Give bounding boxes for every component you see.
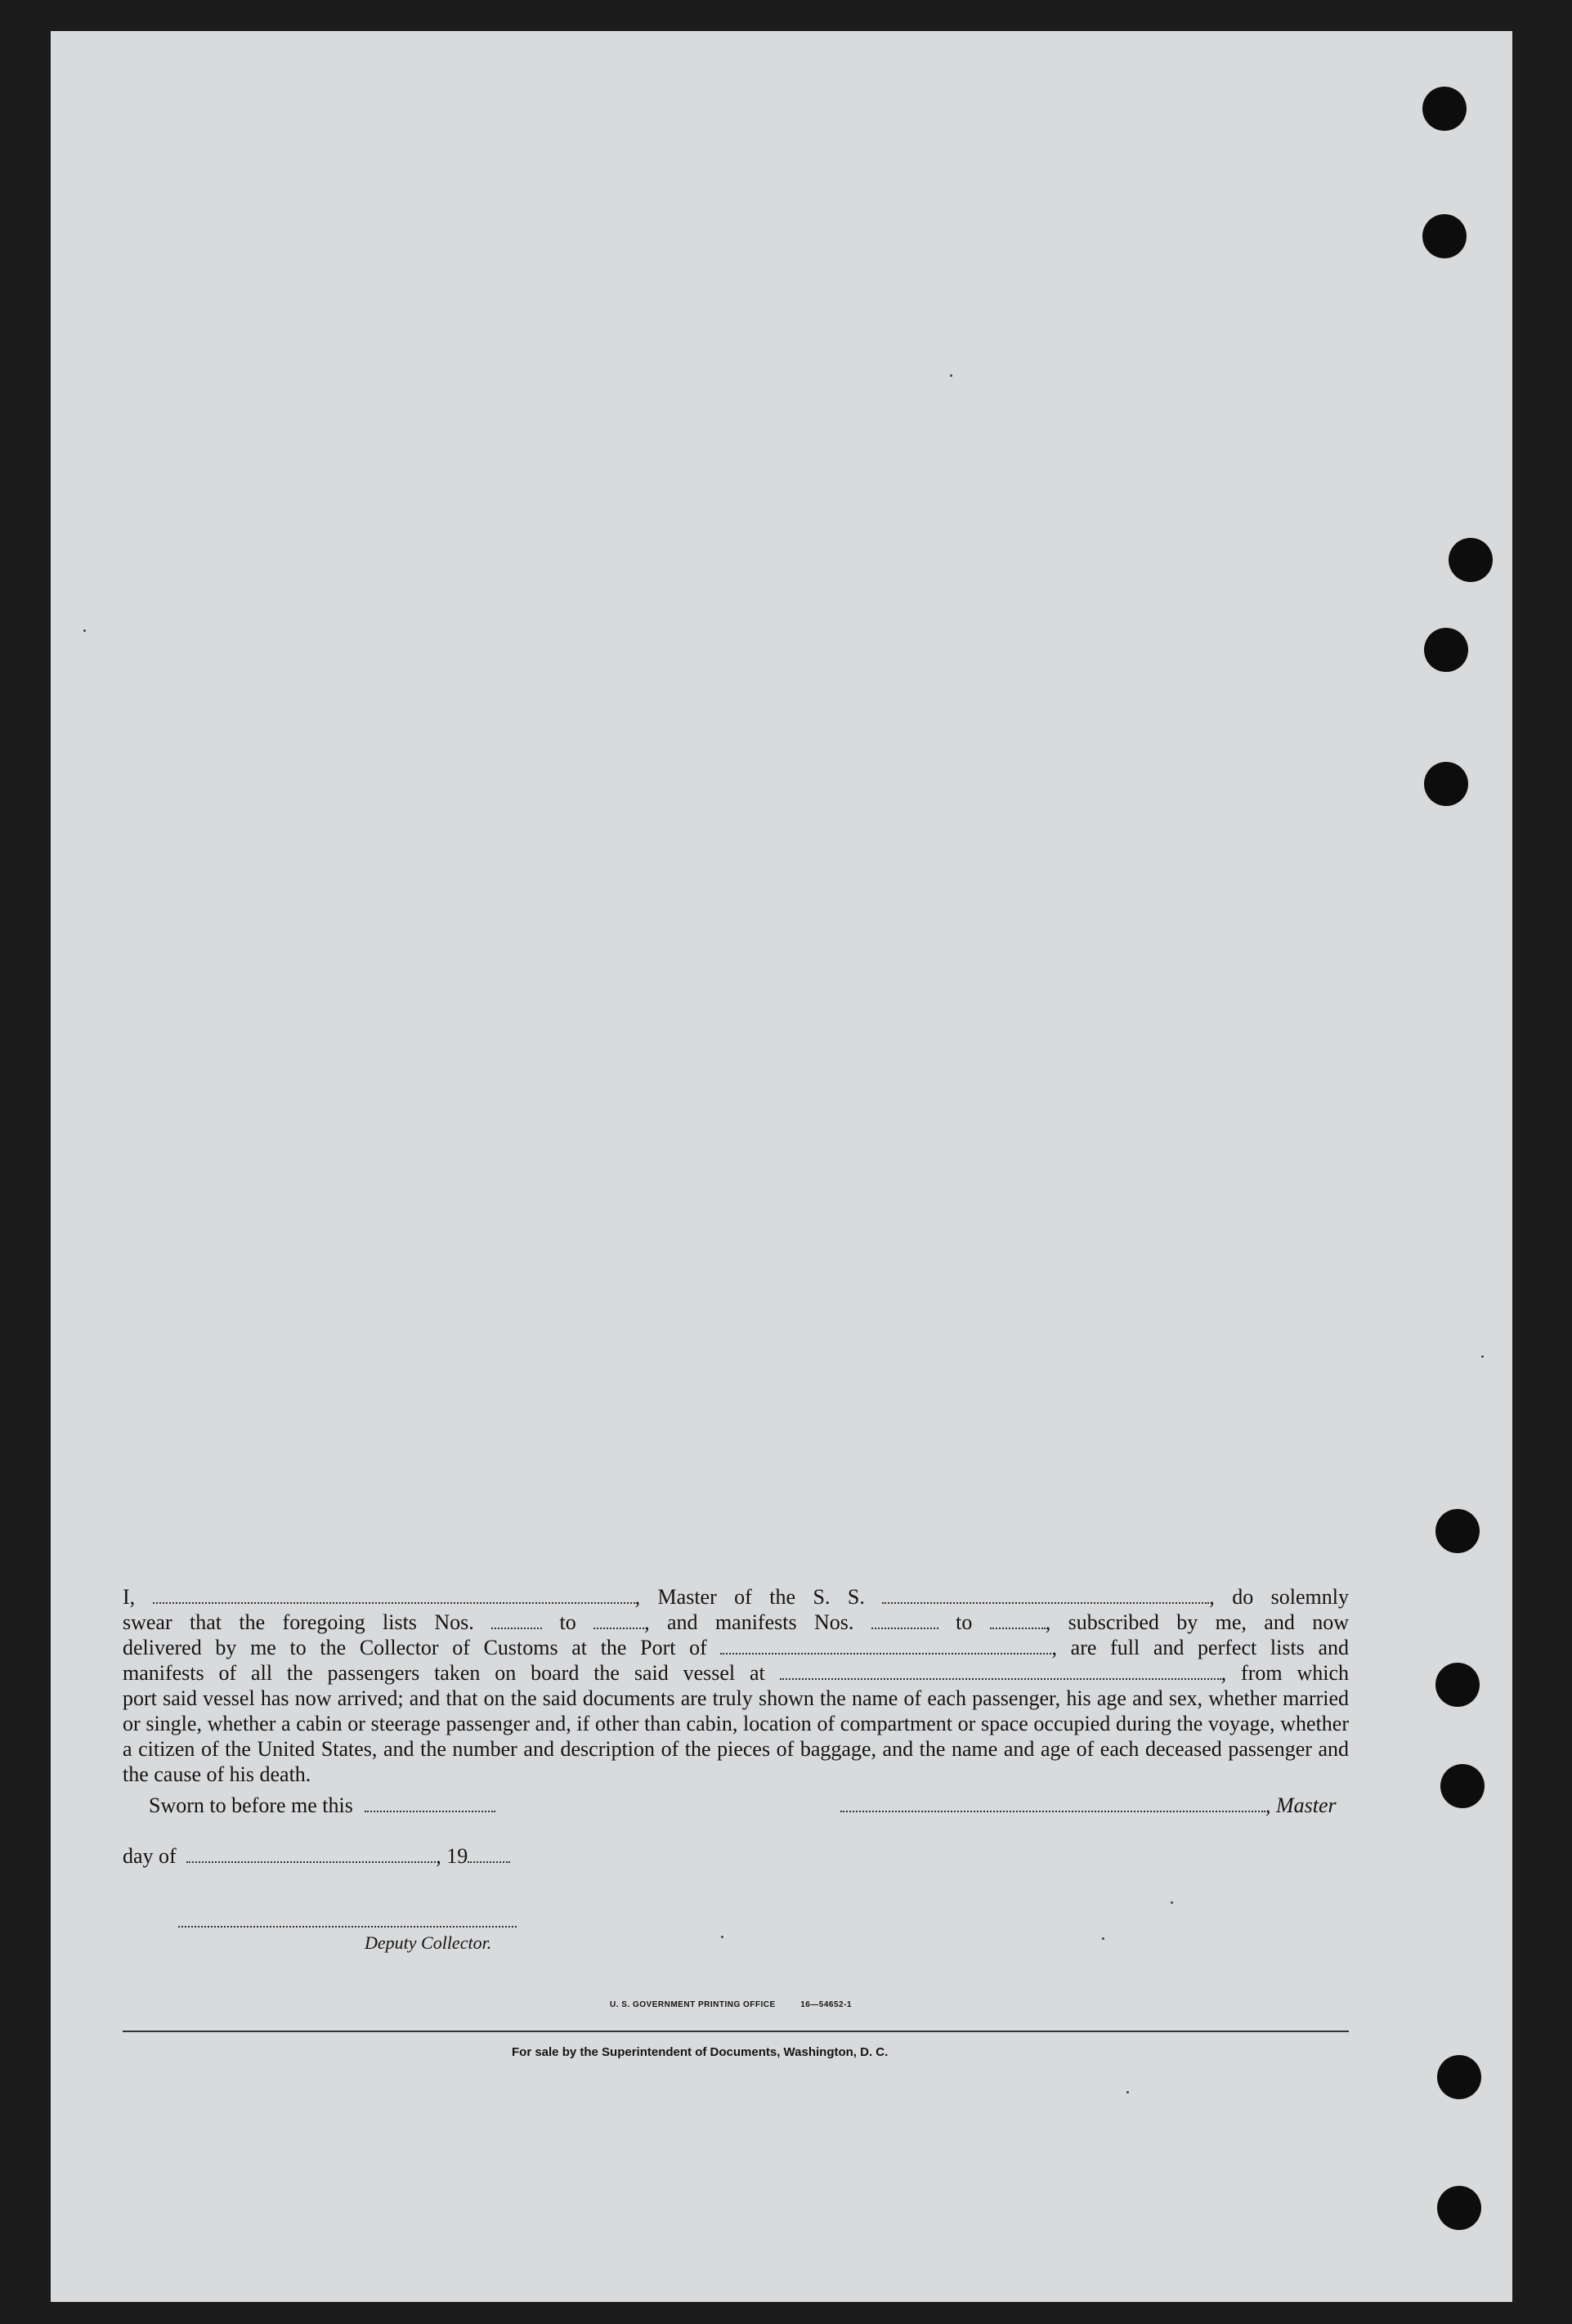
punch-hole — [1437, 2055, 1481, 2099]
speck — [1126, 2091, 1129, 2093]
master-label: , Master — [1265, 1793, 1337, 1817]
year-prefix: , 19 — [436, 1844, 468, 1868]
oath-line-3: delivered by me to the Collector of Customs at the Port of , are full and perfect lists and — [123, 1636, 1349, 1659]
master-name-blank[interactable] — [153, 1601, 635, 1604]
deputy-signature-line — [178, 1924, 517, 1928]
embarkation-port-blank[interactable] — [780, 1677, 1221, 1680]
punch-hole — [1422, 214, 1467, 258]
day-of-row — [123, 1844, 510, 1869]
master-oath — [123, 1584, 1349, 1787]
punch-hole — [1424, 762, 1468, 806]
month-blank[interactable] — [186, 1861, 436, 1863]
master-signature-row — [840, 1793, 1337, 1818]
punch-hole — [1422, 87, 1467, 131]
document-page — [51, 31, 1512, 2302]
speck — [83, 629, 86, 632]
list-from-blank[interactable] — [491, 1627, 542, 1629]
port-blank[interactable] — [720, 1652, 1051, 1655]
master-signature-blank[interactable] — [840, 1810, 1265, 1812]
sale-note: For sale by the Superintendent of Documents, Washington, D. C. — [512, 2045, 889, 2059]
list-to-blank[interactable] — [593, 1627, 644, 1629]
punch-hole — [1424, 628, 1468, 672]
sworn-row — [149, 1793, 495, 1818]
speck — [1481, 1355, 1484, 1358]
oath-line-2: swear that the foregoing lists Nos. to , and manifests Nos. to , subscribed by me, and now — [123, 1610, 1350, 1634]
oath-line-1: I, , Master of the S. S. , do solemnly — [123, 1585, 1349, 1609]
punch-hole — [1437, 2186, 1481, 2230]
punch-hole — [1449, 538, 1493, 582]
speck — [721, 1936, 723, 1938]
oath-line-4: manifests of all the passengers taken on board the said vessel at , from which — [123, 1661, 1349, 1685]
print-code: 16—54652-1 — [800, 2000, 853, 2009]
vessel-name-blank[interactable] — [882, 1601, 1209, 1604]
punch-hole — [1435, 1663, 1480, 1707]
punch-hole — [1435, 1509, 1480, 1553]
punch-hole — [1440, 1764, 1485, 1808]
speck — [950, 374, 952, 377]
speck — [1102, 1937, 1104, 1940]
sworn-day-blank[interactable] — [365, 1810, 495, 1812]
printing-office: U. S. GOVERNMENT PRINTING OFFICE — [610, 2000, 776, 2009]
manifest-from-blank[interactable] — [871, 1627, 938, 1629]
year-blank[interactable] — [468, 1861, 510, 1863]
speck — [1171, 1901, 1173, 1904]
deputy-collector-label: Deputy Collector. — [365, 1932, 492, 1953]
manifest-to-blank[interactable] — [990, 1627, 1046, 1629]
bottom-rule — [123, 2031, 1349, 2032]
oath-body: port said vessel has now arrived; and that on the said documents are truly shown the name of each passenger, his age and sex, whether married or single, whether a cabin or steerage passenger and, if other than cabin, location of compartment or space occupied during the voyage, whether a citizen of the United States, and the number and description of the pieces of baggage, and the name and age of each deceased passenger and the cause of his death. — [123, 1686, 1349, 1786]
sworn-label: Sworn to before me this — [149, 1793, 353, 1817]
day-of-label: day of — [123, 1844, 177, 1868]
printing-office-line — [610, 1988, 852, 2013]
